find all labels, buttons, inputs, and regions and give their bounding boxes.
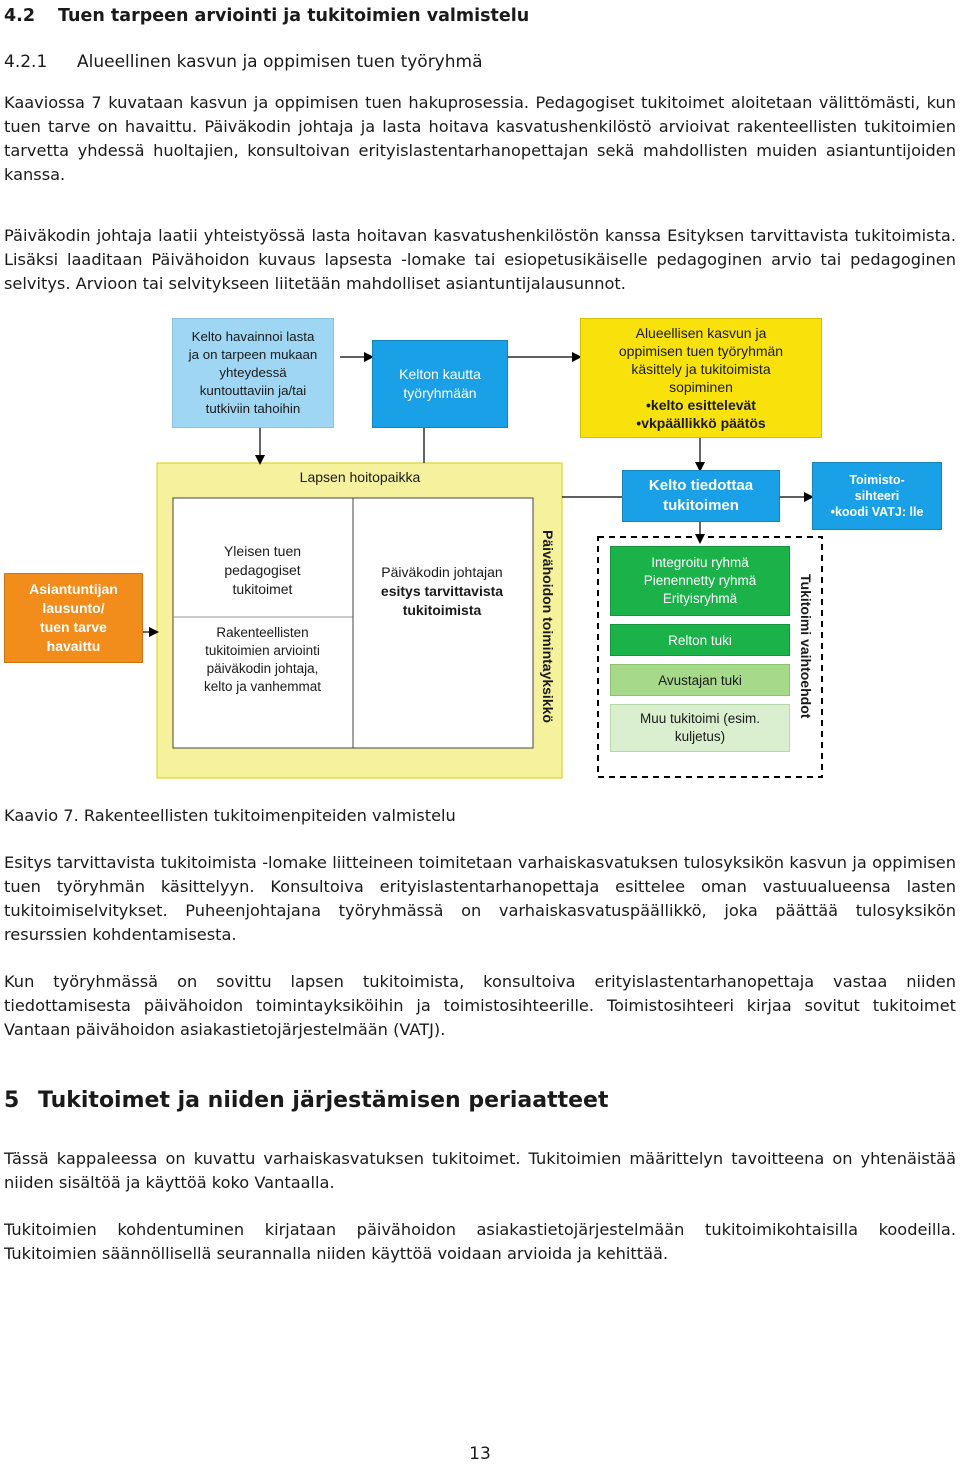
section-title: Alueellinen kasvun ja oppimisen tuen työryhmä	[77, 52, 483, 72]
toimistosihteeri-title: Toimisto- sihteeri	[849, 473, 905, 503]
integroitu-ryhma-box	[610, 546, 790, 616]
asiantuntijan-text: Asiantuntijan lausunto/ tuen tarve havaittu	[29, 581, 118, 654]
section-title: Tukitoimet ja niiden järjestämisen periaatteet	[38, 1088, 609, 1113]
kelto-tiedottaa-text: Kelto tiedottaa tukitoimen	[648, 477, 754, 514]
rakenteellisten-text: Rakenteellisten tukitoimien arviointi päiväkodin johtaja, kelto ja vanhemmat	[203, 625, 322, 694]
toimistosihteeri-code: •koodi VATJ: lle	[830, 505, 924, 519]
paragraph-5: Tässä kappaleessa on kuvattu varhaiskasvatuksen tukitoimet. Tukitoimien määrittelyn tavoitteena on yhtenäistää niiden sisältöä ja käyttöä koko Vantaalla.	[4, 1149, 956, 1192]
section-number: 4.2.1	[4, 52, 48, 72]
kelton-kautta-text: Kelton kautta työryhmään	[399, 366, 481, 401]
muu-tukitoimi-text: Muu tukitoimi (esim. kuljetus)	[639, 711, 761, 744]
kelto-tiedottaa-box	[622, 470, 780, 522]
yleisen-tuen-box	[180, 530, 345, 610]
esitys-text: esitys tarvittavista tukitoimista	[380, 582, 504, 618]
tukitoimi-vaihtoehdot-text: Tukitoimi vaihtoehdot	[798, 573, 814, 719]
section-number: 4.2	[4, 6, 36, 26]
section-title: Tuen tarpeen arviointi ja tukitoimien valmistelu	[58, 6, 530, 26]
avustajan-tuki-box	[610, 664, 790, 696]
muu-tukitoimi-box	[610, 704, 790, 752]
alueellinen-bullet-2: •vkpäällikkö päätös	[636, 415, 766, 431]
yleisen-tuen-text: Yleisen tuen pedagogiset tukitoimet	[223, 542, 302, 597]
toimintayksikko-vertical-label	[488, 508, 608, 744]
paragraph-6: Tukitoimien kohdentuminen kirjataan päivähoidon asiakastietojärjestelmään tukitoimikohtaisilla koodeilla. Tukitoimien säännöllisellä seurannalla niiden käyttöä voidaan arvioida ja kehittää.	[4, 1220, 956, 1263]
integroitu-text: Integroitu ryhmä Pienennetty ryhmä Erityisryhmä	[643, 555, 757, 606]
kelton-kautta-box	[372, 340, 508, 428]
toimistosihteeri-box	[812, 462, 942, 530]
lapsen-hoitopaikka-label	[260, 466, 460, 488]
lapsen-hoitopaikka-text: Lapsen hoitopaikka	[299, 469, 421, 485]
paragraph-3: Esitys tarvittavista tukitoimista -lomake liitteineen toimitetaan varhaiskasvatuksen tulosyksikön kasvun ja oppimisen tuen työryhmän käsittelyyn. Konsultoiva erityislastentarhanopettaja esittelee oman vastuualueensa lasten tukitoimiselvitykset. Puheenjohtajana työryhmässä on varhaiskasvatuspäällikkö, joka päättää tulosyksikön resurssien kohdentamisesta.	[4, 853, 956, 944]
relton-tuki-box	[610, 624, 790, 656]
tukitoimi-vaihtoehdot-vertical-label	[790, 546, 822, 746]
asiantuntijan-lausunto-box	[4, 573, 143, 663]
avustajan-tuki-text: Avustajan tuki	[658, 672, 742, 688]
rakenteellisten-box	[175, 620, 350, 700]
diagram-caption: Kaavio 7. Rakenteellisten tukitoimenpiteiden valmistelu	[4, 806, 456, 825]
alueellinen-title: Alueellisen kasvun ja oppimisen tuen työryhmän käsittely ja tukitoimista sopiminen	[618, 325, 784, 395]
section-number: 5	[4, 1088, 20, 1113]
paragraph-4: Kun työryhmässä on sovittu lapsen tukitoimista, konsultoiva erityislastentarhanopettaja vastaa niiden tiedottamisesta päivähoidon toimintayksiköihin ja toimistosihteerille. Toimistosihteeri kirjaa sovitut tukitoimet Vantaan päivähoidon asiakastietojärjestelmään (VATJ).	[4, 972, 956, 1039]
section-4-2-1-heading	[4, 50, 956, 74]
page-number: 13	[469, 1444, 491, 1464]
paivakodin-johtaja-text: Päiväkodin johtajan	[381, 563, 503, 580]
paragraph-2: Päiväkodin johtaja laatii yhteistyössä lasta hoitavan kasvatushenkilöstön kanssa Esityksen tarvittavista tukitoimista. Lisäksi laaditaan Päivähoidon kuvaus lapsesta -lomake tai esiopetusikäiselle pedagoginen arvio tai pedagoginen selvitys. Arvioon tai selvitykseen liitetään mahdolliset asiantuntijalausunnot.	[4, 226, 956, 293]
paragraph-1: Kaaviossa 7 kuvataan kasvun ja oppimisen tuen hakuprosessia. Pedagogiset tukitoimet aloitetaan välittömästi, kun tuen tarve on havaittu. Päiväkodin johtaja ja lasta hoitava kasvatushenkilöstö arvioivat rakenteellisten tukitoimien tarvetta yhdessä huoltajien, konsultoivan erityislastentarhanopettajan sekä mahdollisten muiden asiantuntijoiden kanssa.	[4, 93, 956, 184]
alueellinen-box	[580, 318, 822, 438]
kelto-havainnoi-box	[172, 318, 334, 428]
relton-tuki-text: Relton tuki	[668, 632, 732, 648]
alueellinen-bullet-1: •kelto esittelevät	[646, 397, 756, 413]
kelto-havainnoi-text: Kelto havainnoi lasta ja on tarpeen mukaan yhteydessä kuntouttaviin ja/tai tutkiviin tahoihin	[188, 329, 318, 416]
toimintayksikko-text: Päivähoidon toimintayksikkö	[540, 529, 556, 723]
section-4-2-heading	[4, 4, 956, 28]
section-5-heading	[4, 1089, 956, 1113]
